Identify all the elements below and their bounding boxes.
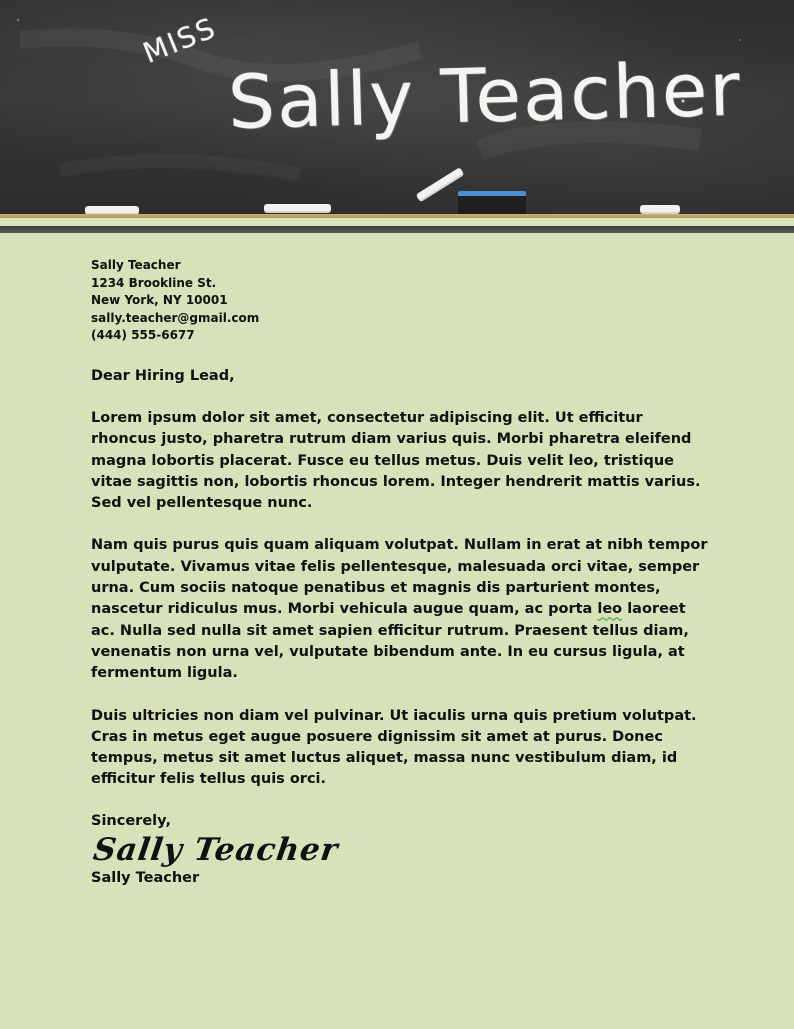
- paragraph-2-text: Nam quis purus quis quam aliquam volutpat. Nullam in erat at nibh tempor vulputate. Vivamus vitae felis pellentesque, malesuada orci vitae, semper urna. Cum sociis natoque penatibus et magnis dis parturient montes, nascetur ridiculus mus. Morbi vehicula augue quam, ac porta: [91, 537, 708, 618]
- sender-email: sally.teacher@gmail.com: [91, 310, 260, 325]
- body-paragraph-3: Duis ultricies non diam vel pulvinar. Ut iaculis urna quis pretium volutpat. Cras in metus eget augue posuere dignissim sit amet at purus. Donec tempus, metus sit amet luctus aliquet, massa nunc vestibulum diam, id efficitur felis tellus quis orci.: [91, 707, 697, 788]
- sender-phone: (444) 555-6677: [91, 328, 195, 342]
- body-paragraph-1: Lorem ipsum dolor sit amet, consectetur adipiscing elit. Ut efficitur rhoncus justo, pharetra rutrum diam varius quis. Morbi pharetra eleifend magna lobortis placerat. Fusce eu tellus metus. Duis velit leo, tristique vitae sagittis non, lobortis rhoncus lorem. Integer hendrerit mattis varius. Sed vel pellentesque nunc.: [91, 410, 701, 512]
- closing: Sincerely,: [91, 812, 171, 829]
- sender-address-block: [91, 257, 711, 345]
- eraser-body: [458, 196, 526, 214]
- sender-name: Sally Teacher: [91, 258, 181, 272]
- chalk-piece: [640, 205, 680, 214]
- chalkboard-header: [0, 0, 794, 218]
- spellcheck-flagged-word[interactable]: leo: [597, 601, 623, 618]
- paragraph-2-text: laoreet ac. Nulla sed nulla sit amet sapien efficitur rutrum. Praesent tellus diam, venenatis non urna vel, vulputate bibendum ante. In eu cursus ligula, at fermentum ligula.: [91, 601, 689, 682]
- sender-street: 1234 Brookline St.: [91, 275, 217, 290]
- title-prefix: MISS: [138, 10, 222, 70]
- chalk-piece: [264, 204, 331, 213]
- body-paragraph-2: [91, 535, 711, 684]
- signature: Sally Teacher: [91, 831, 341, 868]
- eraser: [458, 191, 526, 214]
- page-title: Sally Teacher: [226, 46, 743, 146]
- signed-name: Sally Teacher: [91, 869, 200, 886]
- salutation: Dear Hiring Lead,: [91, 367, 235, 384]
- ledge-shadow: [0, 226, 794, 233]
- sender-city: New York, NY 10001: [91, 293, 228, 307]
- cover-letter: [91, 257, 711, 888]
- chalk-ledge: [0, 214, 794, 218]
